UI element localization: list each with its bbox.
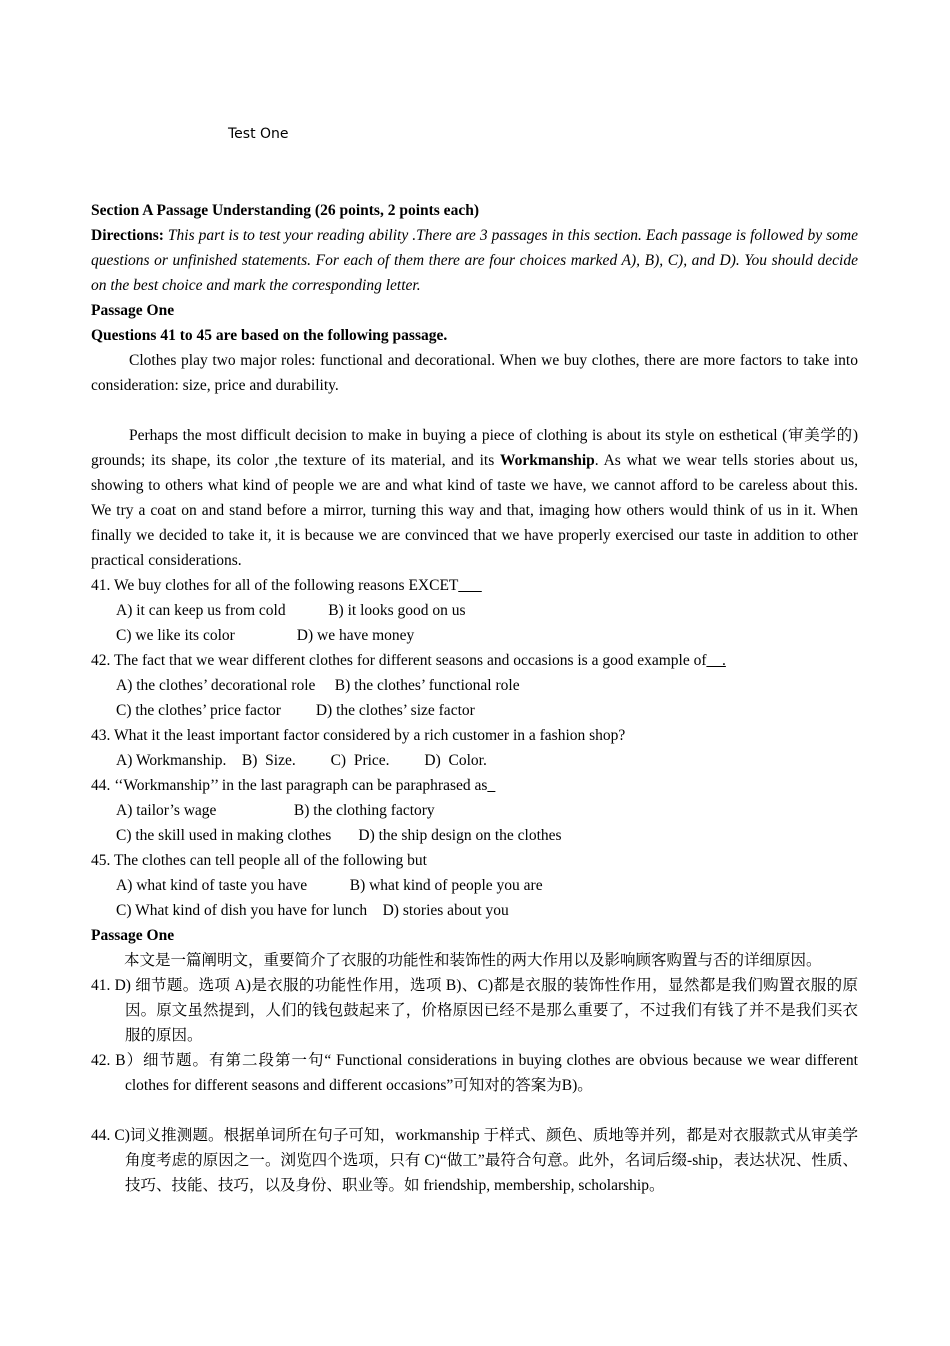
directions-text: This part is to test your reading ability .There are 3 passages in this section. Each passage is followed by some questions or unfinished statements. For each of them there are four choices marked A), B), C), and D). You should decide on the best choice and mark the corresponding letter. [91, 227, 858, 294]
options-line: C) the clothes’ price factor D) the clothes’ size factor [116, 702, 475, 719]
document-body [91, 198, 858, 1198]
options-line: C) we like its color D) we have money [116, 627, 415, 644]
question-stem: 43. What it the least important factor considered by a rich customer in a fashion shop? [91, 727, 626, 744]
paragraph-2-after: . As what we wear tells stories about us, showing to others what kind of people we are and what kind of taste we have, we cannot afford to be careless about this. We try a coat on and stand before a mirror, turning this way and that, imaging how others would think of us in it. When finally we decided to take it, it is because we are convinced that we have properly exercised our taste in addition to other practical considerations. [91, 452, 858, 569]
answer-gap [91, 1098, 858, 1123]
options-line: A) tailor’s wage B) the clothing factory [116, 802, 435, 819]
question-41 [91, 573, 858, 648]
answer-blank: __. [706, 652, 726, 669]
answer-blank: ___ [458, 577, 482, 594]
answer-section-title: Passage One [91, 927, 175, 944]
paragraph-gap [91, 398, 858, 423]
question-stem: 41. We buy clothes for all of the following reasons EXCET [91, 577, 459, 594]
directions-label: Directions: [91, 227, 164, 244]
paragraph-2 [91, 423, 858, 573]
options-line: C) What kind of dish you have for lunch D) stories about you [116, 902, 509, 919]
question-stem: 42. The fact that we wear different clothes for different seasons and occasions is a good example of [91, 652, 707, 669]
paragraph-2-bold: Workmanship [500, 452, 595, 469]
directions [91, 223, 858, 298]
questions-intro: Questions 41 to 45 are based on the following passage. [91, 327, 448, 344]
answer-44: 44. C)词义推测题。根据单词所在句子可知，workmanship 于样式、颜色、质地等并列，都是对衣服款式从审美学角度考虑的原因之一。浏览四个选项，只有 C)“做工”最符合句意。此外，名词后缀-ship，表达状况、性质、技巧、技能、技巧，以及身份、职业等。如 friendship, membership, scholarship。 [91, 1127, 858, 1194]
options-line: C) the skill used in making clothes D) the ship design on the clothes [116, 827, 562, 844]
options-line: A) it can keep us from cold B) it looks good on us [116, 602, 466, 619]
options-line: A) what kind of taste you have B) what kind of people you are [116, 877, 543, 894]
question-42 [91, 648, 858, 723]
answer-blank: _ [487, 777, 496, 794]
question-44 [91, 773, 858, 848]
options-line: A) the clothes’ decorational role B) the clothes’ functional role [116, 677, 520, 694]
passage-summary: 本文是一篇阐明文，重要简介了衣服的功能性和装饰性的两大作用以及影响顾客购置与否的详细原因。 [124, 952, 822, 969]
question-stem: 45. The clothes can tell people all of the following but [91, 852, 427, 869]
paragraph-2-before: Perhaps the most difficult decision to make in buying a piece of clothing is about its style on esthetical (审美学的) grounds; its shape, its color ,the texture of its material, and its [91, 427, 858, 469]
section-title: Section A Passage Understanding (26 points, 2 points each) [91, 202, 479, 219]
answer-41: 41. D) 细节题。选项 A)是衣服的功能性作用，选项 B)、C)都是衣服的装饰性作用，显然都是我们购置衣服的原因。原文虽然提到，人们的钱包鼓起来了，价格原因已经不是那么重要了，不过我们有钱了并不是我们买衣服的原因。 [91, 977, 858, 1044]
test-title: Test One [228, 126, 289, 142]
question-45 [91, 848, 858, 923]
question-stem: 44. ‘‘Workmanship’’ in the last paragraph can be paraphrased as [91, 777, 488, 794]
answer-42: 42. B）细节题。有第二段第一句“ Functional considerations in buying clothes are obvious because we wear different clothes for different seasons and different occasions”可知对的答案为B)。 [91, 1052, 858, 1094]
question-43 [91, 723, 858, 773]
passage-title: Passage One [91, 302, 175, 319]
paragraph-1: Clothes play two major roles: functional and decorational. When we buy clothes, there are more factors to take into consideration: size, price and durability. [91, 352, 858, 394]
options-line: A) Workmanship. B) Size. C) Price. D) Color. [116, 752, 487, 769]
